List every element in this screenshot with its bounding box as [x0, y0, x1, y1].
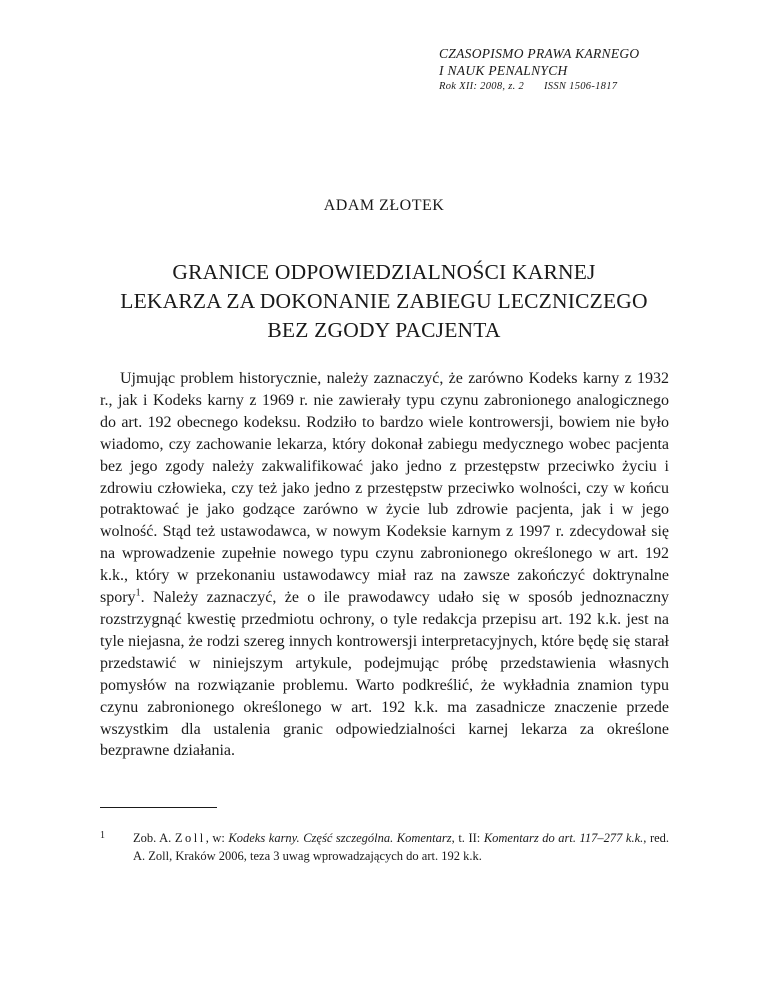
title-line-1: GRANICE ODPOWIEDZIALNOŚCI KARNEJ: [172, 260, 596, 284]
article-body: [100, 368, 669, 762]
title-line-2: LEKARZA ZA DOKONANIE ZABIEGU LECZNICZEGO: [120, 289, 648, 313]
body-paragraph: [100, 368, 669, 762]
journal-meta: [439, 80, 639, 94]
footnote-text: [133, 829, 669, 865]
footnote: [100, 829, 669, 865]
body-text-part-1: Ujmując problem historycznie, należy zaznaczyć, że zarówno Kodeks karny z 1932 r., jak i Kodeks karny z 1969 r. nie zawierały typu czynu zabronionego analogicznego do art. 192 obecnego kodeksu. Rodziło to bardzo wiele kontrowersji, bowiem nie było wiadomo, czy zachowanie lekarza, który dokonał zabiegu medycznego wobec pacjenta bez jego zgody należy zakwalifikować jako jedno z przestępstw przeciwko życiu i zdrowiu człowieka, czy też jako jedno z przestępstw przeciwko wolności, czy w końcu potraktować je jako godzące zarówno w życie lub zdrowie pacjenta, jak i w jego wolność. Stąd też ustawodawca, w nowym Kodeksie karnym z 1997 r. zdecydował się na wprowadzenie zupełnie nowego typu czynu zabronionego określonego w art. 192 k.k., który w przekonaniu ustawodawcy miał raz na zawsze zakończyć doktrynalne spory: [100, 370, 669, 607]
journal-issue: Rok XII: 2008, z. 2: [439, 81, 525, 92]
footnote-volume: Komentarz do art. 117–277 k.k.: [483, 831, 644, 845]
journal-title-line-1: CZASOPISMO PRAWA KARNEGO: [439, 46, 640, 61]
journal-header: [439, 45, 639, 94]
footnote-mid-1: , w:: [205, 831, 229, 845]
footnote-author: Zoll: [174, 831, 206, 845]
article-author: ADAM ZŁOTEK: [323, 197, 445, 214]
footnote-mid-2: , t. II:: [451, 831, 484, 845]
footnote-suffix: , red. A. Zoll, Kraków 2006, teza 3 uwag wprowadzających do art. 192 k.k.: [133, 831, 670, 863]
journal-title-line-2: I NAUK PENALNYCH: [439, 63, 568, 78]
footnote-number: 1: [100, 830, 105, 841]
footnote-work: Kodeks karny. Część szczególna. Komentarz: [228, 831, 452, 845]
journal-issn: ISSN 1506-1817: [544, 81, 618, 92]
footnote-divider: [100, 807, 217, 808]
body-text-part-2: . Należy zaznaczyć, że o ile prawodawcy udało się w sposób jednoznaczny rozstrzygnąć kwestię przedmiotu ochrony, o tyle redakcja przepisu art. 192 k.k. jest na tyle niejasna, że rodzi szereg innych kontrowersji interpretacyjnych, które będę się starał przedstawić w niniejszym artykule, podejmując próbę przedstawienia własnych pomysłów na rozwiązanie problemu. Warto podkreślić, że wykładnia znamion typu czynu zabronionego określonego w art. 192 k.k. ma zasadnicze znaczenie przede wszystkim dla ustalenia granic odpowiedzialności karnej lekarza za określone bezprawne działania.: [100, 589, 669, 760]
title-line-3: BEZ ZGODY PACJENTA: [267, 318, 501, 342]
footnote-prefix: Zob. A.: [133, 831, 172, 845]
footnote-reference[interactable]: 1: [135, 587, 141, 599]
article-title: [100, 258, 668, 345]
